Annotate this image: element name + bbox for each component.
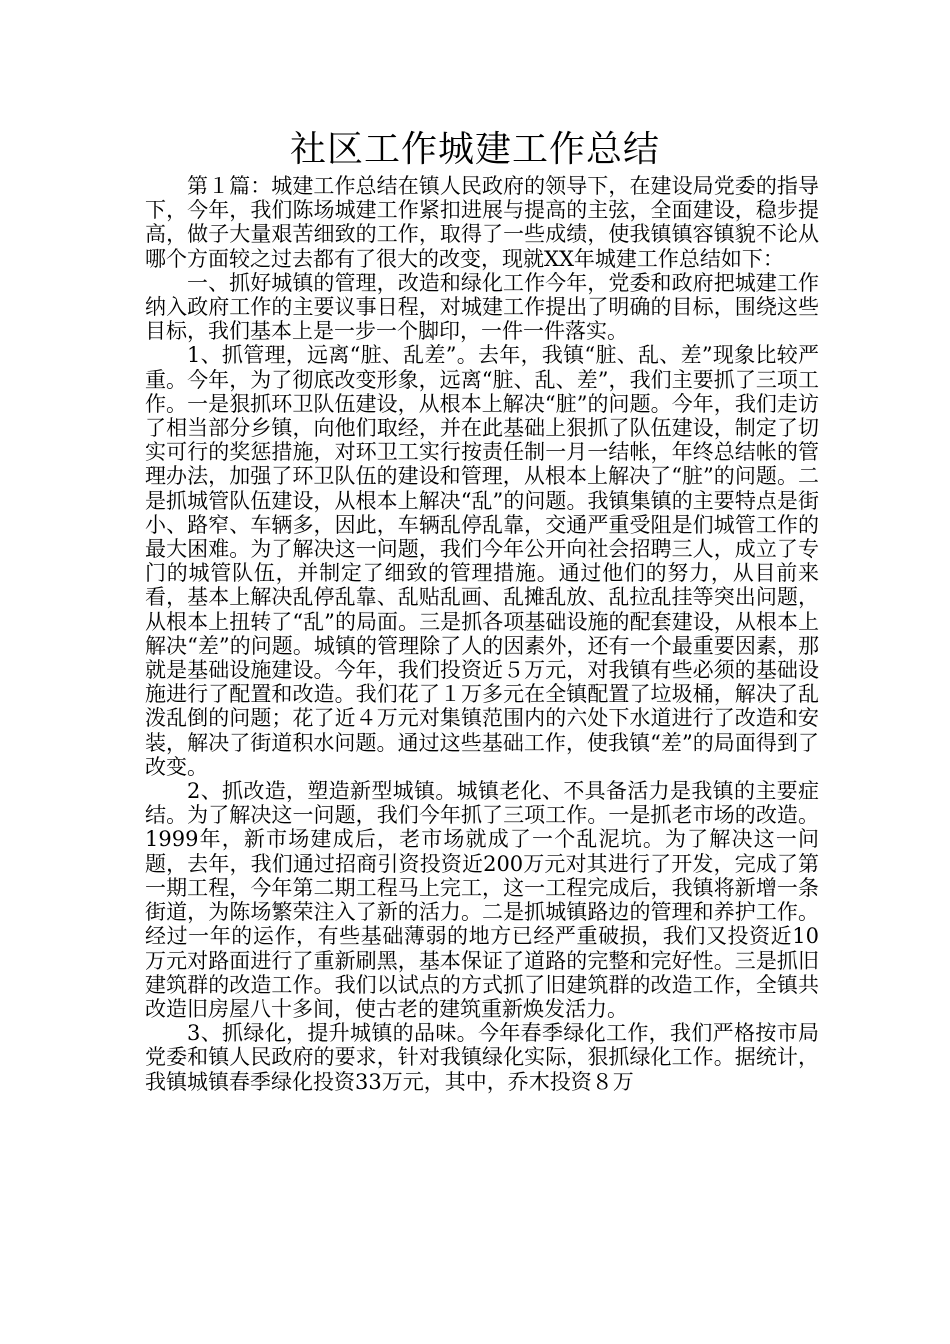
document-title: 社区工作城建工作总结 (289, 129, 660, 170)
paragraph-renovation: 2、抓改造，塑造新型城镇。城镇老化、不具备活力是我镇的主要症结。为了解决这一问题，我们今年抓了三项工作。一是抓老市场的改造。1999年，新市场建成后，老市场就成了一个乱泥坑。为了解决这一问题，去年，我们通过招商引资投资近200万元对其进行了开发，完成了第一期工程，今年第二期工程马上完工，这一工程完成后，我镇将新增一条街道，为陈场繁荣注入了新的活力。二是抓城镇路边的管理和养护工作。经过一年的运作，有些基础薄弱的地方已经严重破损，我们又投资近10万元对路面进行了重新刷黑，基本保证了道路的完整和完好性。三是抓旧建筑群的改造工作。我们以试点的方式抓了旧建筑群的改造工作，全镇共改造旧房屋八十多间，使古老的建筑重新焕发活力。 (145, 779, 819, 1021)
paragraph-section-one: 一、抓好城镇的管理，改造和绿化工作今年，党委和政府把城建工作纳入政府工作的主要议事日程，对城建工作提出了明确的目标，围绕这些目标，我们基本上是一步一个脚印，一件一件落实。 (145, 270, 819, 344)
paragraph-intro: 第１篇：城建工作总结在镇人民政府的领导下，在建设局党委的指导下，今年，我们陈场城建工作紧扣进展与提高的主弦，全面建设，稳步提高，做子大量艰苦细致的工作，取得了一些成绩，使我镇镇容镇貌不论从哪个方面较之过去都有了很大的改变，现就XX年城建工作总结如下： (145, 174, 819, 271)
paragraph-management: 1、抓管理，远离“脏、乱差”。去年，我镇“脏、乱、差”现象比较严重。今年，为了彻底改变形象，远离“脏、乱、差”，我们主要抓了三项工作。一是狠抓环卫队伍建设，从根本上解决“脏”的问题。今年，我们走访了相当部分乡镇，向他们取经，并在此基础上狠抓了队伍建设，制定了切实可行的奖惩措施，对环卫工实行按责任制一月一结帐，年终总结帐的管理办法，加强了环卫队伍的建设和管理，从根本上解决了“脏”的问题。二是抓城管队伍建设，从根本上解决“乱”的问题。我镇集镇的主要特点是街小、路窄、车辆多，因此，车辆乱停乱靠，交通严重受阻是们城管工作的最大困难。为了解决这一问题，我们今年公开向社会招聘三人，成立了专门的城管队伍，并制定了细致的管理措施。通过他们的努力，从目前来看，基本上解决乱停乱靠、乱贴乱画、乱摊乱放、乱拉乱挂等突出问题，从根本上扭转了“乱”的局面。三是抓各项基础设施的配套建设，从根本上解决“差”的问题。城镇的管理除了人的因素外，还有一个最重要因素，那就是基础设施建设。今年，我们投资近５万元，对我镇有些必须的基础设施进行了配置和改造。我们花了１万多元在全镇配置了垃圾桶，解决了乱泼乱倒的问题；花了近４万元对集镇范围内的六处下水道进行了改造和安装，解决了街道积水问题。通过这些基础工作，使我镇“差”的局面得到了改变。 (145, 343, 819, 779)
paragraph-greening: 3、抓绿化，提升城镇的品味。今年春季绿化工作，我们严格按市局党委和镇人民政府的要求，针对我镇绿化实际，狠抓绿化工作。据统计，我镇城镇春季绿化投资33万元，其中，乔木投资８万 (145, 1021, 819, 1094)
document-body (145, 174, 819, 1094)
